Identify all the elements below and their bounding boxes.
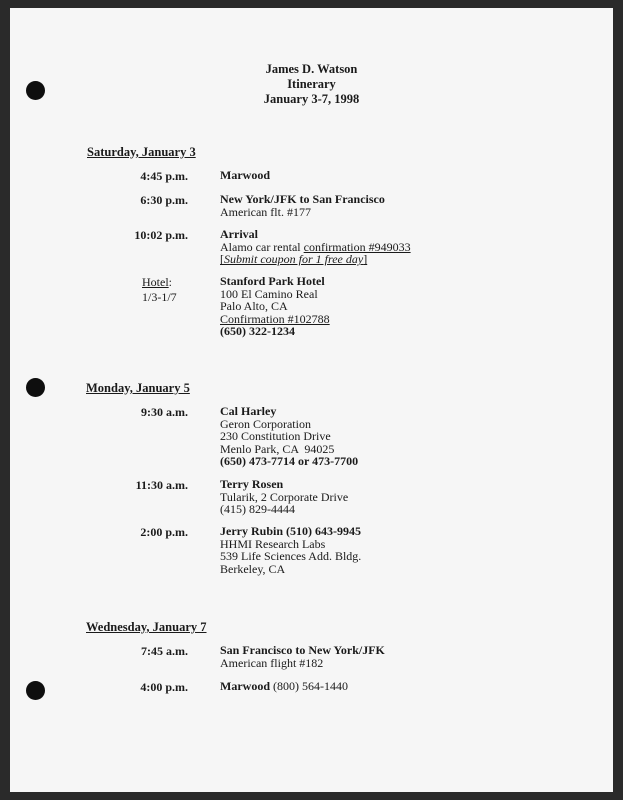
day-heading-monday: Monday, January 5: [86, 381, 190, 395]
entry: [220, 525, 361, 575]
entry-head: San Francisco to New York/JFK: [220, 643, 385, 657]
hotel-label-block: [142, 275, 177, 304]
entry-head: Cal Harley: [220, 404, 277, 418]
hotel-label: [142, 275, 177, 289]
coupon-note: Submit coupon for 1 free day: [224, 252, 364, 267]
title-doc: Itinerary: [287, 77, 336, 91]
entry-head: Stanford Park Hotel: [220, 274, 325, 288]
entry-line: 539 Life Sciences Add. Bldg.: [220, 549, 362, 564]
time-label: 10:02 p.m.: [134, 228, 188, 242]
entry-head: Arrival: [220, 227, 258, 241]
entry-head: Jerry Rubin (510) 643-9945: [220, 524, 361, 538]
entry-line: 230 Constitution Drive: [220, 429, 331, 444]
entry-text: Alamo car rental: [220, 239, 304, 254]
entry: [220, 478, 348, 516]
entry-line: Geron Corporation: [220, 416, 311, 431]
entry: [220, 405, 358, 468]
entry: [220, 644, 385, 669]
entry-line: Confirmation #102788: [220, 311, 330, 326]
bracket: ]: [363, 252, 368, 267]
time-label: 4:00 p.m.: [140, 680, 188, 694]
document-title: [0, 62, 623, 107]
entry-head: Terry Rosen: [220, 477, 284, 491]
time-label: 6:30 p.m.: [140, 193, 188, 207]
title-dates: January 3-7, 1998: [263, 92, 360, 106]
entry: [220, 275, 330, 338]
bracket: [: [220, 252, 224, 267]
title-name: James D. Watson: [265, 62, 358, 76]
entry: [220, 193, 385, 218]
binder-hole: [26, 378, 45, 397]
entry-line: American flight #182: [220, 655, 324, 670]
entry-line: Tularik, 2 Corporate Drive: [220, 489, 349, 504]
confirmation-number: confirmation #949033: [303, 239, 411, 254]
document-page: [10, 8, 613, 792]
entry: [220, 169, 270, 182]
time-label: 9:30 a.m.: [141, 405, 188, 419]
entry-line: HHMI Research Labs: [220, 536, 326, 551]
hotel-dates: 1/3-1/7: [142, 290, 177, 304]
entry-head: Marwood: [220, 679, 270, 693]
entry: [220, 680, 348, 693]
entry-line: 100 El Camino Real: [220, 286, 318, 301]
entry-head: New York/JFK to San Francisco: [220, 192, 385, 206]
entry-line: Palo Alto, CA: [220, 299, 288, 314]
entry-line: [220, 253, 411, 266]
time-label: 4:45 p.m.: [140, 169, 188, 183]
day-heading-wednesday: Wednesday, January 7: [86, 620, 207, 634]
entry-phone: (800) 564-1440: [270, 679, 348, 693]
time-label: 7:45 a.m.: [141, 644, 188, 658]
entry-line: (650) 473-7714 or 473-7700: [220, 454, 359, 469]
entry: [220, 228, 411, 266]
hotel-label-colon: :: [168, 275, 173, 289]
entry-line: (650) 322-1234: [220, 324, 295, 339]
time-label: 11:30 a.m.: [135, 478, 188, 492]
entry-line: (415) 829-4444: [220, 502, 295, 517]
entry-line: Menlo Park, CA 94025: [220, 441, 335, 456]
entry-head: Marwood: [220, 168, 270, 182]
day-heading-saturday: Saturday, January 3: [87, 145, 196, 159]
entry-line: American flt. #177: [220, 204, 311, 219]
time-label: 2:00 p.m.: [140, 525, 188, 539]
hotel-label-text: Hotel: [142, 275, 169, 289]
entry-line: Berkeley, CA: [220, 561, 286, 576]
